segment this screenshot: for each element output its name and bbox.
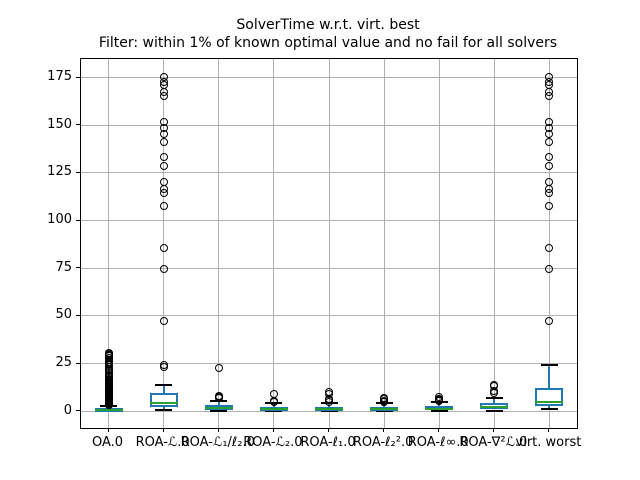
chart-subtitle: Filter: within 1% of known optimal value and no fail for all solvers <box>98 35 558 51</box>
x-axis-tick-label: ROA-ℓ∞.0 <box>407 435 469 450</box>
x-tick-mark <box>383 428 384 432</box>
outlier-point <box>160 138 168 146</box>
x-axis-tick-label: ROA-ℒ₁/ℓ₂.0 <box>180 435 255 450</box>
y-tick-mark <box>76 124 80 125</box>
outlier-point <box>545 138 553 146</box>
x-axis-tick-label: ROA-ℓ₂².0 <box>352 435 414 450</box>
x-tick-mark <box>438 428 439 432</box>
x-axis-tick-label: ROA-ℒ.0 <box>135 435 190 450</box>
outlier-point <box>105 349 113 357</box>
lower-cap <box>431 410 448 412</box>
outlier-point <box>160 317 168 325</box>
y-axis-tick-label: 50 <box>55 307 72 323</box>
y-axis-tick-label: 0 <box>63 402 72 418</box>
outlier-point <box>160 88 168 96</box>
outlier-point <box>215 364 223 372</box>
outlier-point <box>215 392 223 400</box>
chart-title: SolverTime w.r.t. virt. best <box>236 17 420 33</box>
median-line <box>370 408 398 410</box>
upper-whisker <box>163 385 165 392</box>
x-axis-tick-label: OA.0 <box>92 435 124 450</box>
outlier-point <box>380 394 388 402</box>
x-axis-tick-label: virt. worst <box>515 435 582 450</box>
median-line <box>205 407 233 409</box>
y-axis-tick-label: 150 <box>47 116 72 132</box>
x-tick-mark <box>493 428 494 432</box>
x-tick-mark <box>328 428 329 432</box>
outlier-point <box>545 153 553 161</box>
y-axis-tick-label: 25 <box>55 355 72 371</box>
upper-cap <box>541 364 558 366</box>
outlier-point <box>270 397 278 405</box>
x-tick-mark <box>163 428 164 432</box>
x-tick-mark <box>273 428 274 432</box>
outlier-point <box>160 178 168 186</box>
upper-cap <box>155 384 172 386</box>
outlier-point <box>160 162 168 170</box>
outlier-point <box>160 361 168 369</box>
x-gridline <box>439 59 440 428</box>
y-axis-tick-label: 125 <box>47 164 72 180</box>
median-line <box>150 402 178 404</box>
outlier-point <box>160 265 168 273</box>
upper-whisker <box>548 365 550 389</box>
y-tick-mark <box>76 267 80 268</box>
outlier-point <box>160 153 168 161</box>
x-tick-mark <box>218 428 219 432</box>
outlier-point <box>160 185 168 193</box>
boxplot-box <box>535 388 563 406</box>
lower-cap <box>155 409 172 411</box>
y-tick-mark <box>76 315 80 316</box>
y-axis-tick-label: 175 <box>47 69 72 85</box>
outlier-point <box>270 390 278 398</box>
outlier-point <box>160 244 168 252</box>
outlier-point <box>160 202 168 210</box>
y-tick-mark <box>76 220 80 221</box>
median-line <box>425 408 453 410</box>
y-tick-mark <box>76 77 80 78</box>
x-axis-tick-label: ROA-∇²ℒ.0 <box>459 435 528 450</box>
outlier-point <box>435 393 443 401</box>
outlier-point <box>325 388 333 396</box>
x-gridline <box>218 59 219 428</box>
x-tick-mark <box>548 428 549 432</box>
y-axis-tick-label: 75 <box>55 259 72 275</box>
x-axis-tick-label: ROA-ℓ₁.0 <box>300 435 356 450</box>
x-gridline <box>329 59 330 428</box>
outlier-point <box>545 162 553 170</box>
y-axis-tick-label: 100 <box>47 212 72 228</box>
x-tick-mark <box>108 428 109 432</box>
outlier-point <box>545 202 553 210</box>
plot-area <box>80 58 578 429</box>
upper-cap <box>486 397 503 399</box>
x-axis-tick-label: ROA-ℒ₂.0 <box>243 435 303 450</box>
median-line <box>315 408 343 410</box>
x-gridline <box>273 59 274 428</box>
lower-cap <box>541 408 558 410</box>
y-tick-mark <box>76 172 80 173</box>
median-line <box>535 401 563 403</box>
boxplot-box <box>150 393 178 407</box>
outlier-point <box>545 244 553 252</box>
lower-cap <box>486 410 503 412</box>
median-line <box>480 406 508 408</box>
median-line <box>260 408 288 410</box>
median-line <box>95 409 123 411</box>
x-gridline <box>384 59 385 428</box>
y-tick-mark <box>76 363 80 364</box>
lower-cap <box>210 410 227 412</box>
outlier-point <box>545 265 553 273</box>
outlier-point <box>545 178 553 186</box>
outlier-point <box>545 317 553 325</box>
outlier-point <box>160 73 168 81</box>
x-gridline <box>494 59 495 428</box>
y-tick-mark <box>76 410 80 411</box>
